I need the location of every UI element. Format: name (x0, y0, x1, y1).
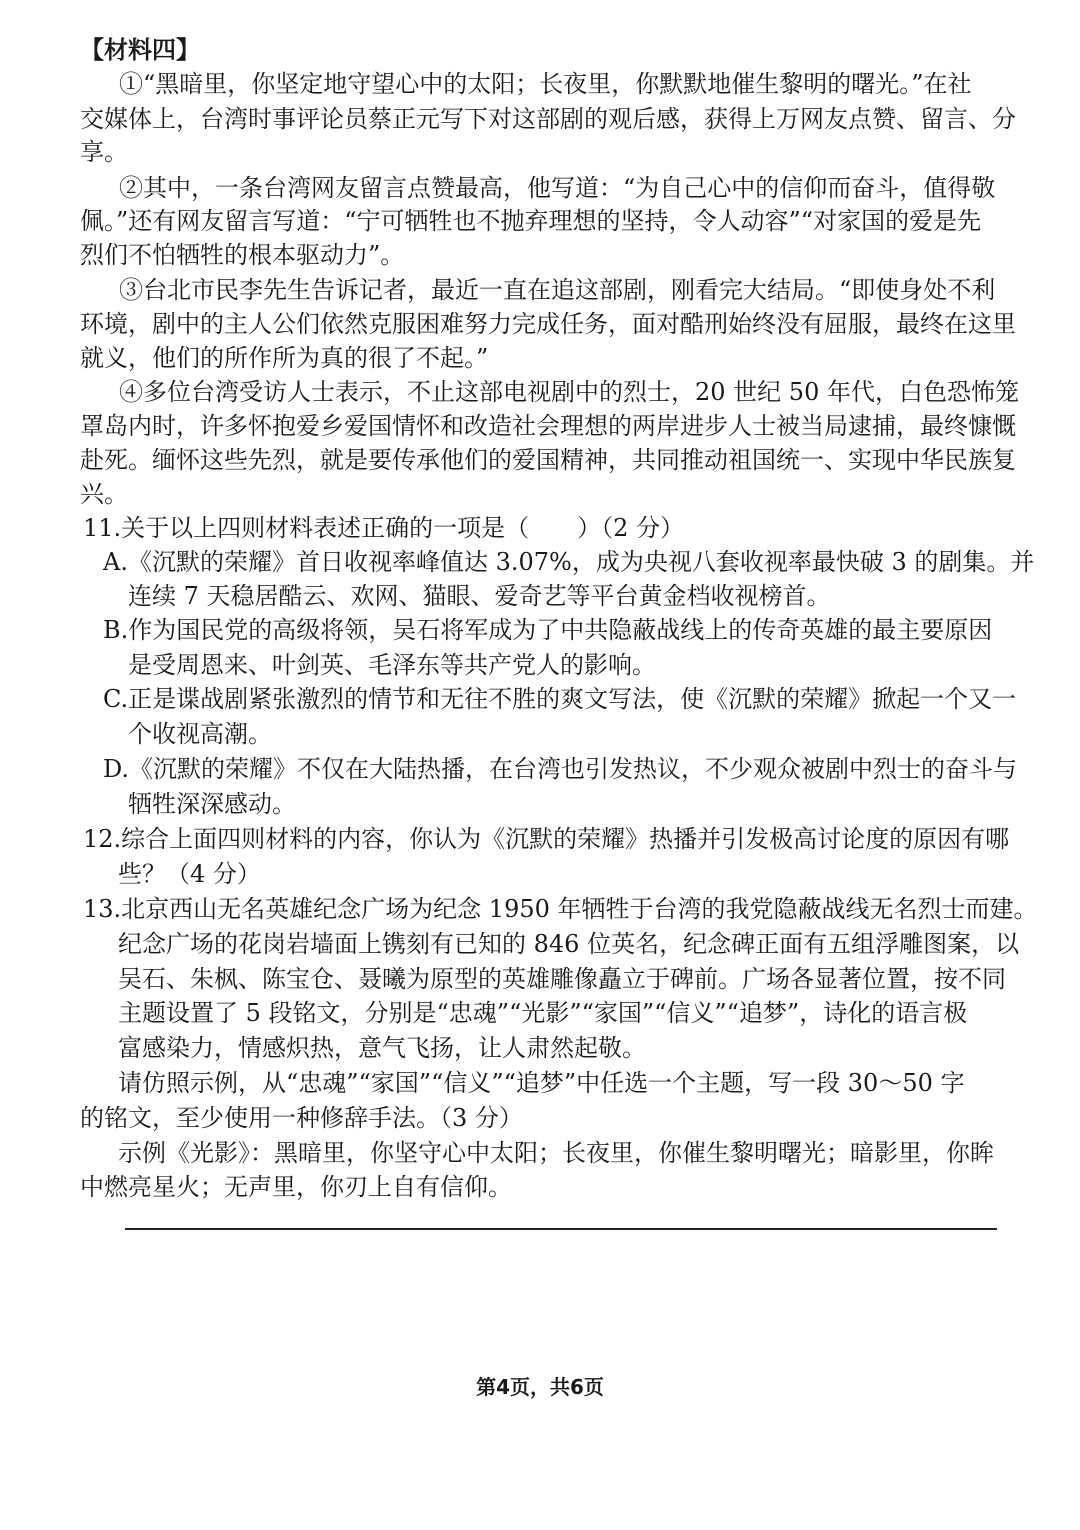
material-paragraph-2-line-2: 佩。”还有网友留言写道：“宁可牺牲也不抛弃理想的坚持，令人动容”“对家国的爱是先 (80, 207, 982, 235)
question-11-option-d-line-2: 牺牲深深感动。 (128, 790, 296, 818)
question-11-option-b-line-2: 是受周恩来、叶剑英、毛泽东等共产党人的影响。 (128, 651, 656, 679)
material-paragraph-4-line-2: 罩岛内时，许多怀抱爱乡爱国情怀和改造社会理想的两岸进步人士被当局逮捕，最终慷慨 (80, 412, 1016, 440)
question-13-intro-line-5: 富感染力，情感炽热，意气飞扬，让人肃然起敬。 (118, 1034, 646, 1062)
material-paragraph-3-line-1: ③台北市民李先生告诉记者，最近一直在追这部剧，刚看完大结局。“即使身处不利 (119, 276, 996, 304)
question-13-task-line-1: 请仿照示例，从“忠魂”“家国”“信义”“追梦”中任选一个主题，写一段 30～50 字 (118, 1069, 965, 1097)
question-11-stem: 11.关于以上四则材料表述正确的一项是（ ）（2 分） (83, 514, 685, 542)
material-paragraph-4-line-4: 兴。 (80, 480, 128, 508)
question-13-intro-line-4: 主题设置了 5 段铭文，分别是“忠魂”“光影”“家国”“信义”“追梦”，诗化的语言极 (118, 999, 968, 1027)
question-11-option-a-line-2: 连续 7 天稳居酷云、欢网、猫眼、爱奇艺等平台黄金档收视榜首。 (128, 582, 831, 610)
page-number: 第4页，共6页 (476, 1375, 604, 1399)
question-13-example-line-1: 示例《光影》：黑暗里，你坚守心中太阳；长夜里，你催生黎明曙光；暗影里，你眸 (118, 1139, 994, 1167)
material-paragraph-3-line-3: 就义，他们的所作所为真的很了不起。” (80, 344, 489, 372)
question-13-intro-line-3: 吴石、朱枫、陈宝仓、聂曦为原型的英雄雕像矗立于碑前。广场各显著位置，按不同 (118, 965, 1006, 993)
question-13-intro-line-2: 纪念广场的花岗岩墙面上镌刻有已知的 846 位英名，纪念碑正面有五组浮雕图案，以 (118, 930, 1020, 958)
question-11-option-c-line-1: C.正是谍战剧紧张激烈的情节和无往不胜的爽文写法，使《沉默的荣耀》掀起一个又一 (103, 685, 1017, 713)
question-13-example-line-2: 中燃亮星火；无声里，你刃上自有信仰。 (80, 1173, 512, 1201)
section-title: 【材料四】 (80, 35, 200, 64)
material-paragraph-1-line-2: 交媒体上，台湾时事评论员蔡正元写下对这部剧的观后感，获得上万网友点赞、留言、分 (80, 105, 1016, 133)
question-11-option-d-line-1: D.《沉默的荣耀》不仅在大陆热播，在台湾也引发热议，不少观众被剧中烈士的奋斗与 (103, 755, 1018, 783)
material-paragraph-4-line-3: 赴死。缅怀这些先烈，就是要传承他们的爱国精神，共同推动祖国统一、实现中华民族复 (80, 446, 1016, 474)
question-13-task-line-2: 的铭文，至少使用一种修辞手法。（3 分） (80, 1104, 523, 1132)
material-paragraph-2-line-3: 烈们不怕牺牲的根本驱动力”。 (80, 241, 405, 269)
question-11-option-c-line-2: 个收视高潮。 (128, 720, 272, 748)
material-paragraph-3-line-2: 环境，剧中的主人公们依然克服困难努力完成任务，面对酷刑始终没有屈服，最终在这里 (80, 310, 1016, 338)
question-12-line-1: 12.综合上面四则材料的内容，你认为《沉默的荣耀》热播并引发极高讨论度的原因有哪 (83, 825, 1010, 853)
question-11-option-b-line-1: B.作为国民党的高级将领，吴石将军成为了中共隐蔽战线上的传奇英雄的最主要原因 (103, 616, 993, 644)
answer-line[interactable] (125, 1228, 997, 1230)
material-paragraph-1-line-3: 享。 (80, 138, 128, 166)
question-11-option-a-line-1: A.《沉默的荣耀》首日收视率峰值达 3.07%，成为央视八套收视率最快破 3 的剧集。并 (103, 548, 1035, 576)
material-paragraph-1-line-1: ①“黑暗里，你坚定地守望心中的太阳；长夜里，你默默地催生黎明的曙光。”在社 (119, 70, 972, 98)
question-12-line-2: 些？（4 分） (118, 860, 261, 888)
question-13-intro-line-1: 13.北京西山无名英雄纪念广场为纪念 1950 年牺牲于台湾的我党隐蔽战线无名烈士而建。 (83, 895, 1038, 923)
material-paragraph-4-line-1: ④多位台湾受访人士表示，不止这部电视剧中的烈士，20 世纪 50 年代，白色恐怖笼 (119, 378, 1019, 406)
material-paragraph-2-line-1: ②其中，一条台湾网友留言点赞最高，他写道：“为自己心中的信仰而奋斗，值得敬 (119, 174, 996, 202)
